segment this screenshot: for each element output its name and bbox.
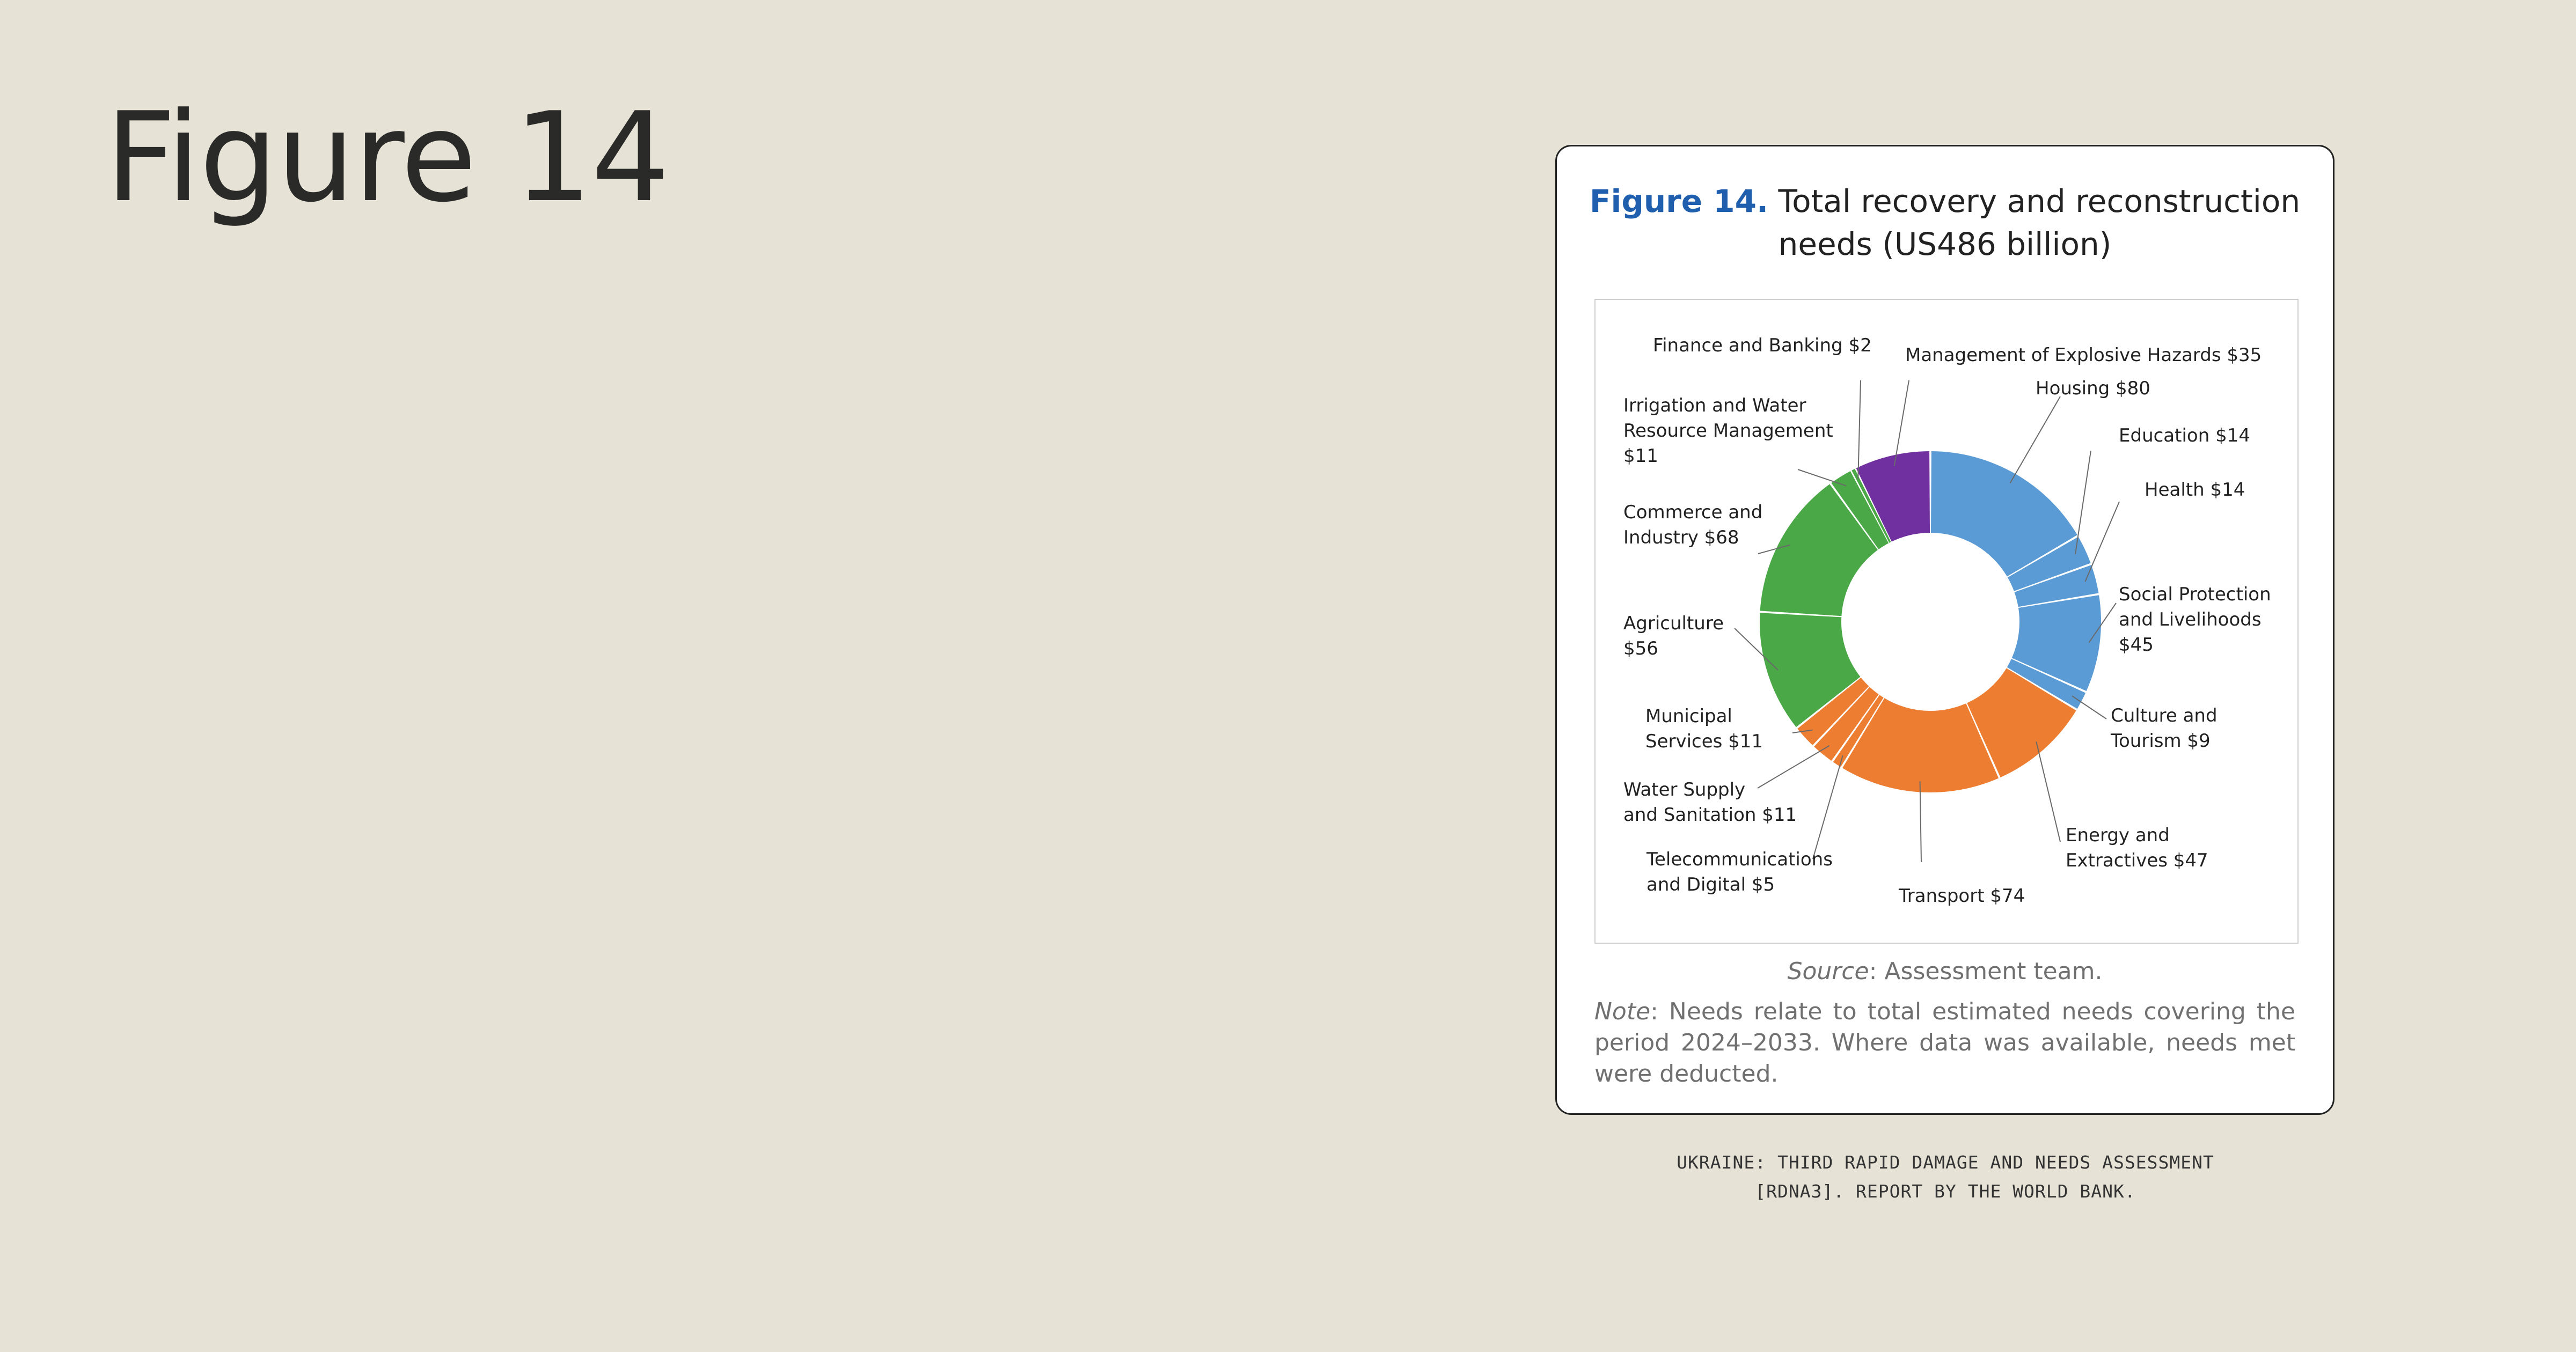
leader-line	[2010, 396, 2060, 483]
slice-label: Irrigation and Water Resource Management $11	[1623, 395, 1833, 467]
leader-line	[1858, 380, 1861, 479]
slice-label: Energy and Extractives $47	[2066, 825, 2208, 871]
figure-title	[1578, 180, 2311, 266]
leader-line	[1758, 746, 1829, 788]
leader-line	[2036, 741, 2060, 842]
leader-line	[2085, 502, 2119, 582]
figure-title-text: Total recovery and reconstruction needs (US486 billion)	[1778, 183, 2301, 262]
slice-label: Municipal Services $11	[1645, 706, 1763, 752]
source-text: : Assessment team.	[1869, 958, 2103, 985]
figure-source	[1594, 958, 2295, 985]
leader-line	[1813, 755, 1843, 859]
slice-label: Telecommunications and Digital $5	[1646, 849, 1833, 895]
note-label: Note	[1594, 998, 1651, 1025]
slice-label: Housing $80	[2036, 378, 2150, 399]
caption-line-1: UKRAINE: THIRD RAPID DAMAGE AND NEEDS ASSESSMENT	[1677, 1152, 2214, 1173]
figure-number: Figure 14.	[1589, 183, 1769, 219]
leader-line	[1798, 469, 1846, 486]
source-label: Source	[1787, 958, 1869, 985]
slice-label: Culture and Tourism $9	[2111, 705, 2218, 752]
slice-label: Social Protection and Livelihoods $45	[2119, 584, 2271, 656]
figure-note	[1594, 996, 2295, 1090]
leader-line	[2075, 451, 2091, 554]
donut-chart	[1596, 300, 2297, 943]
leader-line	[1920, 781, 1921, 862]
figure-card	[1555, 145, 2334, 1115]
slice-label: Finance and Banking $2	[1653, 335, 1872, 356]
page-heading: Figure 14	[105, 86, 669, 230]
slice-label: Agriculture $56	[1623, 613, 1724, 659]
slice-label: Management of Explosive Hazards $35	[1905, 344, 2262, 366]
slice-label: Health $14	[2145, 479, 2245, 501]
slice-label: Transport $74	[1899, 885, 2025, 907]
note-text: : Needs relate to total estimated needs covering the period 2024–2033. Where data was available, needs met were deducted.	[1594, 998, 2295, 1088]
slice-label: Commerce and Industry $68	[1623, 502, 1763, 548]
slice-label: Water Supply and Sanitation $11	[1623, 779, 1797, 826]
caption-line-2: [RDNA3]. REPORT BY THE WORLD BANK.	[1755, 1181, 2136, 1202]
chart-area	[1594, 299, 2299, 944]
figure-caption	[1556, 1148, 2334, 1206]
slice-label: Education $14	[2119, 425, 2250, 446]
